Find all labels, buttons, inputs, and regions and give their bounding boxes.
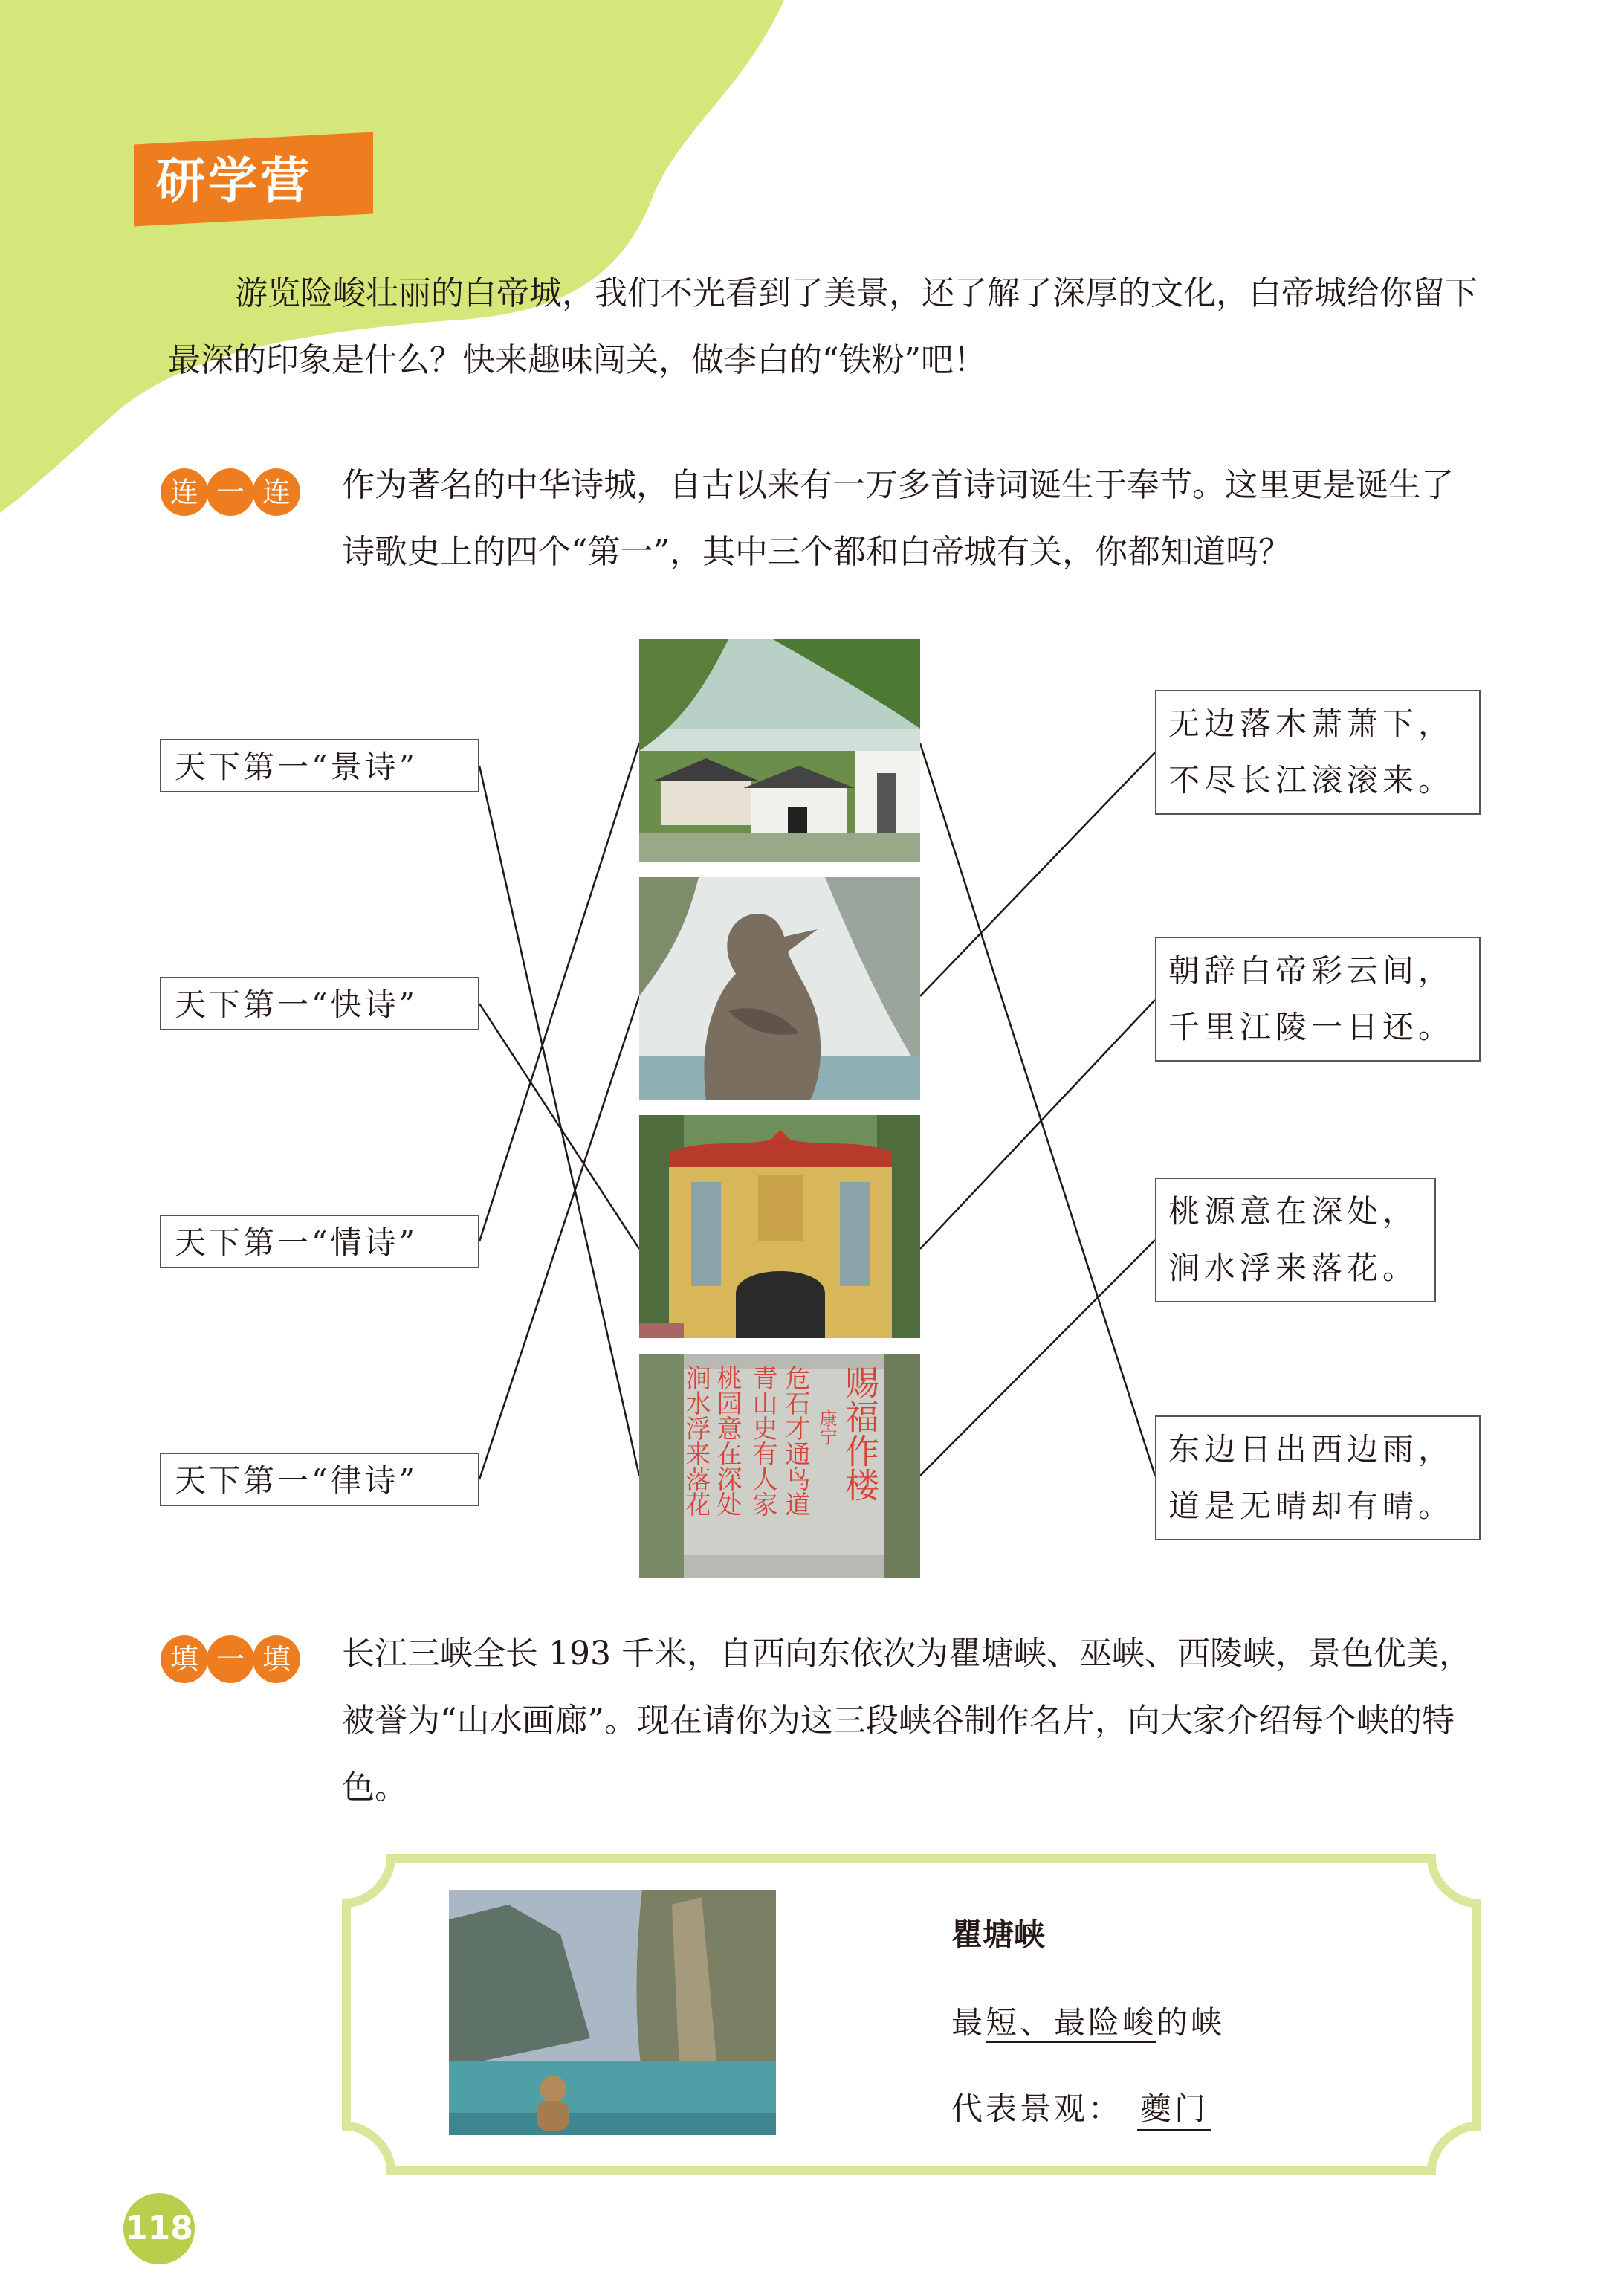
activity2-question: 长江三峡全长 193 千米，自西向东依次为瞿塘峡、巫峡、西陵峡，景色优美，被誉为“山水画廊”。现在请你为这三段峡谷制作名片，向大家介绍每个峡的特色。 — [342, 1635, 1472, 1806]
feature-fill-blank[interactable]: 短、最险峻 — [986, 2004, 1156, 2043]
activity1-question: 作为著名的中华诗城，自古以来有一万多首诗词诞生于奉节。这里更是诞生了诗歌史上的四个“第一”，其中三个都和白帝城有关，你都知道吗？ — [342, 466, 1454, 571]
left-item-love-poem[interactable]: 天下第一“情诗” — [160, 1215, 479, 1268]
right-item-poem-1[interactable]: 无边落木萧萧下， 不尽长江滚滚来。 — [1155, 690, 1481, 815]
photo-temple-courtyard[interactable] — [639, 639, 920, 862]
left-item-regulated-poem[interactable]: 天下第一“律诗” — [160, 1453, 479, 1506]
gorge-feature: 最短、最险峻的峡 — [951, 1998, 1225, 2043]
activity-label-fill: 填 一 填 — [161, 1635, 299, 1683]
photo-ornate-gate[interactable] — [639, 1115, 920, 1338]
left-item-fast-poem[interactable]: 天下第一“快诗” — [160, 977, 479, 1030]
photo-qutang-gorge[interactable] — [449, 1890, 776, 2135]
right-item-poem-3[interactable]: 桃源意在深处， 涧水浮来落花。 — [1155, 1178, 1436, 1302]
page-number: 118 — [123, 2193, 195, 2264]
gorge-name: 瞿塘峡 — [951, 1917, 1046, 1953]
right-item-poem-2[interactable]: 朝辞白帝彩云间， 千里江陵一日还。 — [1155, 937, 1481, 1062]
section-title: 研学营 — [156, 152, 312, 210]
photo-stone-inscription[interactable]: 涧水浮来落花 桃园意在深处 青山史有人家 危石才通鸟道 康宁 赐福作楼 — [639, 1354, 920, 1578]
activity-label-connect: 连 一 连 — [161, 468, 299, 516]
photo-li-bai-statue[interactable] — [639, 877, 920, 1100]
left-item-scenery-poem[interactable]: 天下第一“景诗” — [160, 739, 479, 792]
intro-paragraph: 游览险峻壮丽的白帝城，我们不光看到了美景，还了解了深厚的文化，白帝城给你留下最深的印象是什么？快来趣味闯关，做李白的“铁粉”吧！ — [168, 274, 1478, 379]
sight-fill-blank[interactable]: 夔门 — [1137, 2085, 1211, 2131]
gorge-sight: 代表景观： 夔门 — [951, 2085, 1211, 2131]
right-item-poem-4[interactable]: 东边日出西边雨， 道是无晴却有晴。 — [1155, 1415, 1481, 1540]
